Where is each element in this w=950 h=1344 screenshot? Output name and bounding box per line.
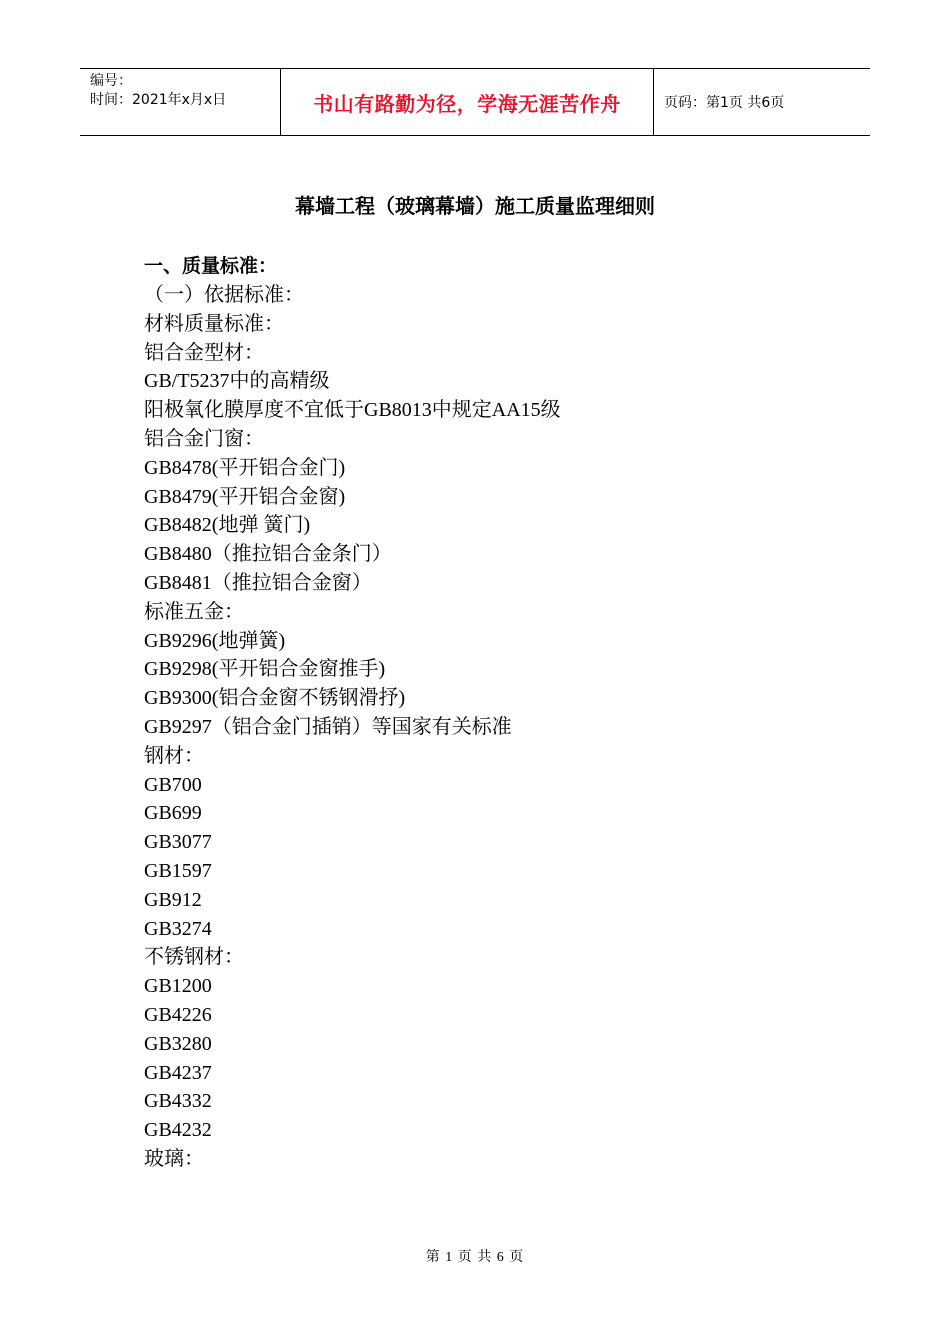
content-line: GB8478(平开铝合金门): [144, 456, 346, 479]
content-line: GB1597: [144, 859, 212, 882]
header-meta-cell: [80, 69, 281, 135]
header-motto: 书山有路勤为径，学海无涯苦作舟: [281, 69, 654, 135]
content-line: GB8481（推拉铝合金窗）: [144, 571, 372, 594]
content-line: （一）依据标准：: [144, 284, 304, 306]
content-line: 钢材：: [144, 744, 204, 767]
content-line: GB3280: [144, 1032, 212, 1055]
content-line: 不锈钢材：: [144, 946, 244, 969]
content-line: GB1200: [144, 975, 212, 998]
content-line: GB9300(铝合金窗不锈钢滑抒): [144, 687, 406, 710]
content-line: GB3274: [144, 917, 212, 940]
content-line: 材料质量标准：: [144, 312, 284, 335]
content-line: 标准五金：: [144, 600, 244, 623]
page-footer: 第 1 页 共 6 页: [425, 1250, 525, 1265]
content-line: GB4237: [144, 1061, 212, 1084]
content-line: GB4232: [144, 1119, 212, 1142]
content-line: 铝合金型材：: [144, 341, 264, 364]
content-line: GB9298(平开铝合金窗推手): [144, 658, 386, 681]
content-line: GB700: [144, 773, 202, 796]
content-line: GB8482(地弹 簧门): [144, 514, 311, 537]
content-line: GB3077: [144, 831, 212, 854]
content-line: 玻璃：: [144, 1147, 204, 1170]
page-header: [80, 68, 870, 136]
content-line: GB8480（推拉铝合金条门）: [144, 543, 392, 566]
content-line: GB912: [144, 888, 202, 911]
content-line: GB4332: [144, 1090, 212, 1113]
document-title: 幕墙工程（玻璃幕墙）施工质量监理细则: [295, 194, 655, 218]
document-body: [144, 252, 844, 1174]
content-line: 阳极氧化膜厚度不宜低于GB8013中规定AA15级: [144, 399, 561, 422]
content-line: 铝合金门窗：: [144, 427, 264, 450]
content-lines: [144, 281, 844, 1174]
content-line: GB/T5237中的高精级: [144, 370, 330, 393]
content-line: GB699: [144, 802, 202, 825]
header-number-label: 编号：: [90, 73, 132, 89]
section-heading: 一、质量标准：: [144, 255, 278, 277]
content-line: GB9297（铝合金门插销）等国家有关标准: [144, 715, 512, 738]
content-line: GB4226: [144, 1003, 212, 1026]
header-page-info: 页码：第1页 共6页: [664, 95, 785, 111]
content-line: GB9296(地弹簧): [144, 629, 286, 652]
content-line: GB8479(平开铝合金窗): [144, 485, 346, 508]
header-date-label: 时间：2021年x月x日: [90, 92, 227, 108]
